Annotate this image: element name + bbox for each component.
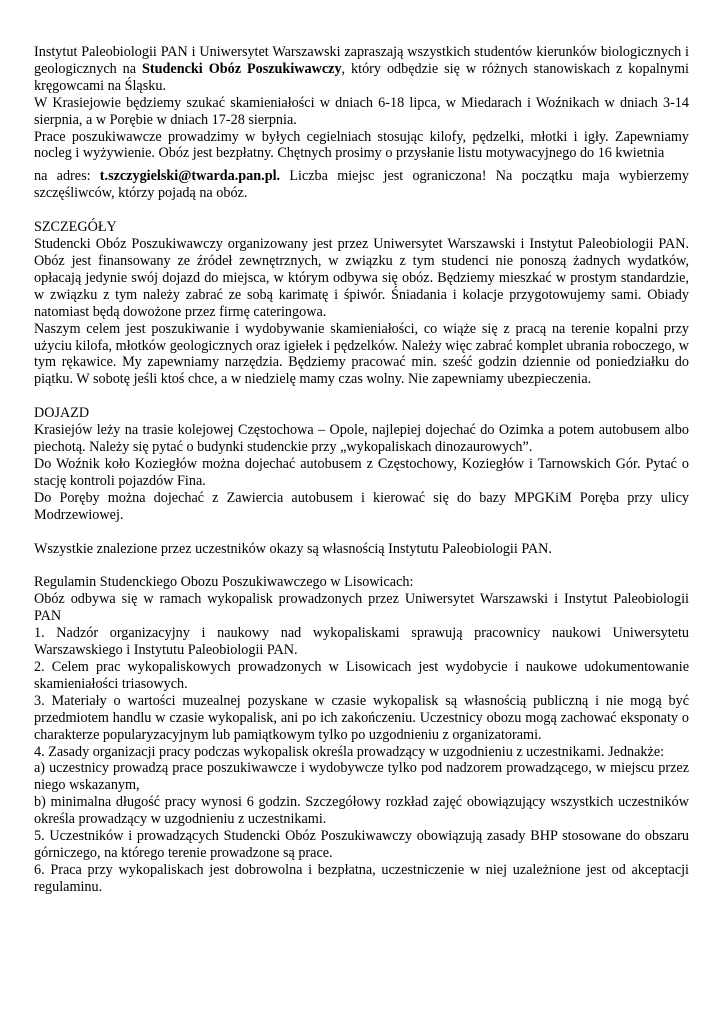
camp-name: Studencki Obóz Poszukiwawczy	[142, 60, 342, 77]
rules-subitem: b) minimalna długość pracy wynosi 6 godzin. Szczegółowy rozkład zajęć obowiązujący wszystkich uczestników określa prowadzący w uzgodnieniu z uczestnikami.	[34, 794, 689, 828]
travel-paragraph-3: Do Poręby można dojechać z Zawiercia autobusem i kierować się do bazy MPGKiM Poręba przy ulicy Modrzewiowej.	[34, 489, 689, 523]
rules-item: 1. Nadzór organizacyjny i naukowy nad wykopaliskami sprawują pracownicy naukowi Uniwersytetu Warszawskiego i Instytutu Paleobiologii PAN.	[34, 625, 689, 659]
travel-heading: DOJAZD	[34, 405, 90, 422]
travel-paragraph-1: Krasiejów leży na trasie kolejowej Częstochowa – Opole, najlepiej dojechać do Ozimka a potem autobusem albo piechotą. Należy się pytać o budynki studenckie przy „wykopaliskach dinozaurowych”.	[34, 422, 689, 456]
rules-intro: Obóz odbywa się w ramach wykopalisk prowadzonych przez Uniwersytet Warszawski i Instytut Paleobiologii PAN	[34, 591, 689, 625]
details-heading: SZCZEGÓŁY	[34, 219, 117, 236]
rules-item: 4. Zasady organizacji pracy podczas wykopalisk określa prowadzący w uzgodnieniu z uczestnikami. Jednakże:	[34, 743, 665, 760]
address-label: na adres:	[34, 168, 100, 185]
intro-text-continued: , który odbędzie się w różnych stanowiskach z kopalnymi kręgowcami na Śląsku.	[34, 60, 689, 94]
document-page	[34, 44, 689, 896]
intro-text: Instytut Paleobiologii PAN i Uniwersytet Warszawski zapraszają wszystkich studentów kierunków biologicznych i geologicznych na	[34, 44, 689, 77]
rules-item: 2. Celem prac wykopaliskowych prowadzonych w Lisowicach jest wydobycie i naukowe udokumentowanie skamieniałości triasowych.	[34, 659, 689, 692]
rules-subitem: a) uczestnicy prowadzą prace poszukiwawcze i wydobywcze tylko pod nadzorem prowadzącego, w miejscu przez niego wskazanym,	[34, 760, 689, 794]
details-paragraph-1: Studencki Obóz Poszukiwawczy organizowany jest przez Uniwersytet Warszawski i Instytut Paleobiologii PAN. Obóz jest finansowany ze źródeł zewnętrznych, w związku z tym studenci nie ponoszą żadnych wydatków, opłacają jedynie swój dojazd do miejsca, w którym odbywa się obóz. Będziemy mieszkać w prostym standardzie, w związku z tym należy zabrać ze sobą karimatę i śpiwór. Śniadania i kolacje przygotowujemy sami. Obiady natomiast będą dowożone przez firmę cateringowa.	[34, 236, 689, 320]
dates-paragraph: W Krasiejowie będziemy szukać skamieniałości w dniach 6-18 lipca, w Miedarach i Woźnikach w dniach 3-14 sierpnia, a w Porębie w dniach 17-28 sierpnia.	[34, 94, 689, 128]
rules-item: 5. Uczestników i prowadzących Studencki Obóz Poszukiwawczy obowiązują zasady BHP stosowane do obszaru górniczego, na którego terenie prowadzone są prace.	[34, 828, 689, 861]
address-text: Liczba miejsc jest ograniczona! Na początku maja wybierzemy szczęśliwców, którzy pojadą na obóz.	[34, 168, 689, 202]
intro-paragraph	[34, 44, 689, 95]
rules-item: 6. Praca przy wykopaliskach jest dobrowolna i bezpłatna, uczestniczenie w niej uzależnione jest od akceptacji regulaminu.	[34, 861, 689, 895]
contact-email: t.szczygielski@twarda.pan.pl.	[99, 168, 281, 185]
application-paragraph: Prace poszukiwawcze prowadzimy w byłych cegielniach stosując kilofy, pędzelki, młotki i igły. Zapewniamy nocleg i wyżywienie. Obóz jest bezpłatny. Chętnych prosimy o przysłanie listu motywacyjnego do 16 kwietnia	[34, 128, 689, 162]
details-paragraph-2: Naszym celem jest poszukiwanie i wydobywanie skamieniałości, co wiąże się z pracą na terenie kopalni przy użyciu kilofa, młotków geologicznych oraz igiełek i pędzelków. Należy więc zabrać komplet ubrania roboczego, w tym rękawice. My zapewniamy narzędzia. Będziemy pracować min. sześć godzin dziennie od poniedziałku do piątku. W sobotę jeśli ktoś chce, a w niedzielę mamy czas wolny. Nie zapewniamy ubezpieczenia.	[34, 320, 689, 388]
ownership-paragraph: Wszystkie znalezione przez uczestników okazy są własnością Instytutu Paleobiologii PAN.	[34, 540, 552, 557]
travel-paragraph-2: Do Woźnik koło Koziegłów można dojechać autobusem z Częstochowy, Koziegłów i Tarnowskich Gór. Pytać o stację kontroli pojazdów Fina.	[34, 455, 689, 489]
rules-title: Regulamin Studenckiego Obozu Poszukiwawczego w Lisowicach:	[34, 574, 414, 591]
rules-item: 3. Materiały o wartości muzealnej pozyskane w czasie wykopalisk są własnością publiczną i nie mogą być przedmiotem handlu w czasie wykopalisk, ani po ich zakończeniu. Uczestnicy obozu mogą zachować eksponaty o charakterze popularyzacyjnym lub pamiątkowym tylko po uzgodnieniu z organizatorami.	[34, 692, 689, 743]
address-paragraph	[34, 168, 689, 202]
